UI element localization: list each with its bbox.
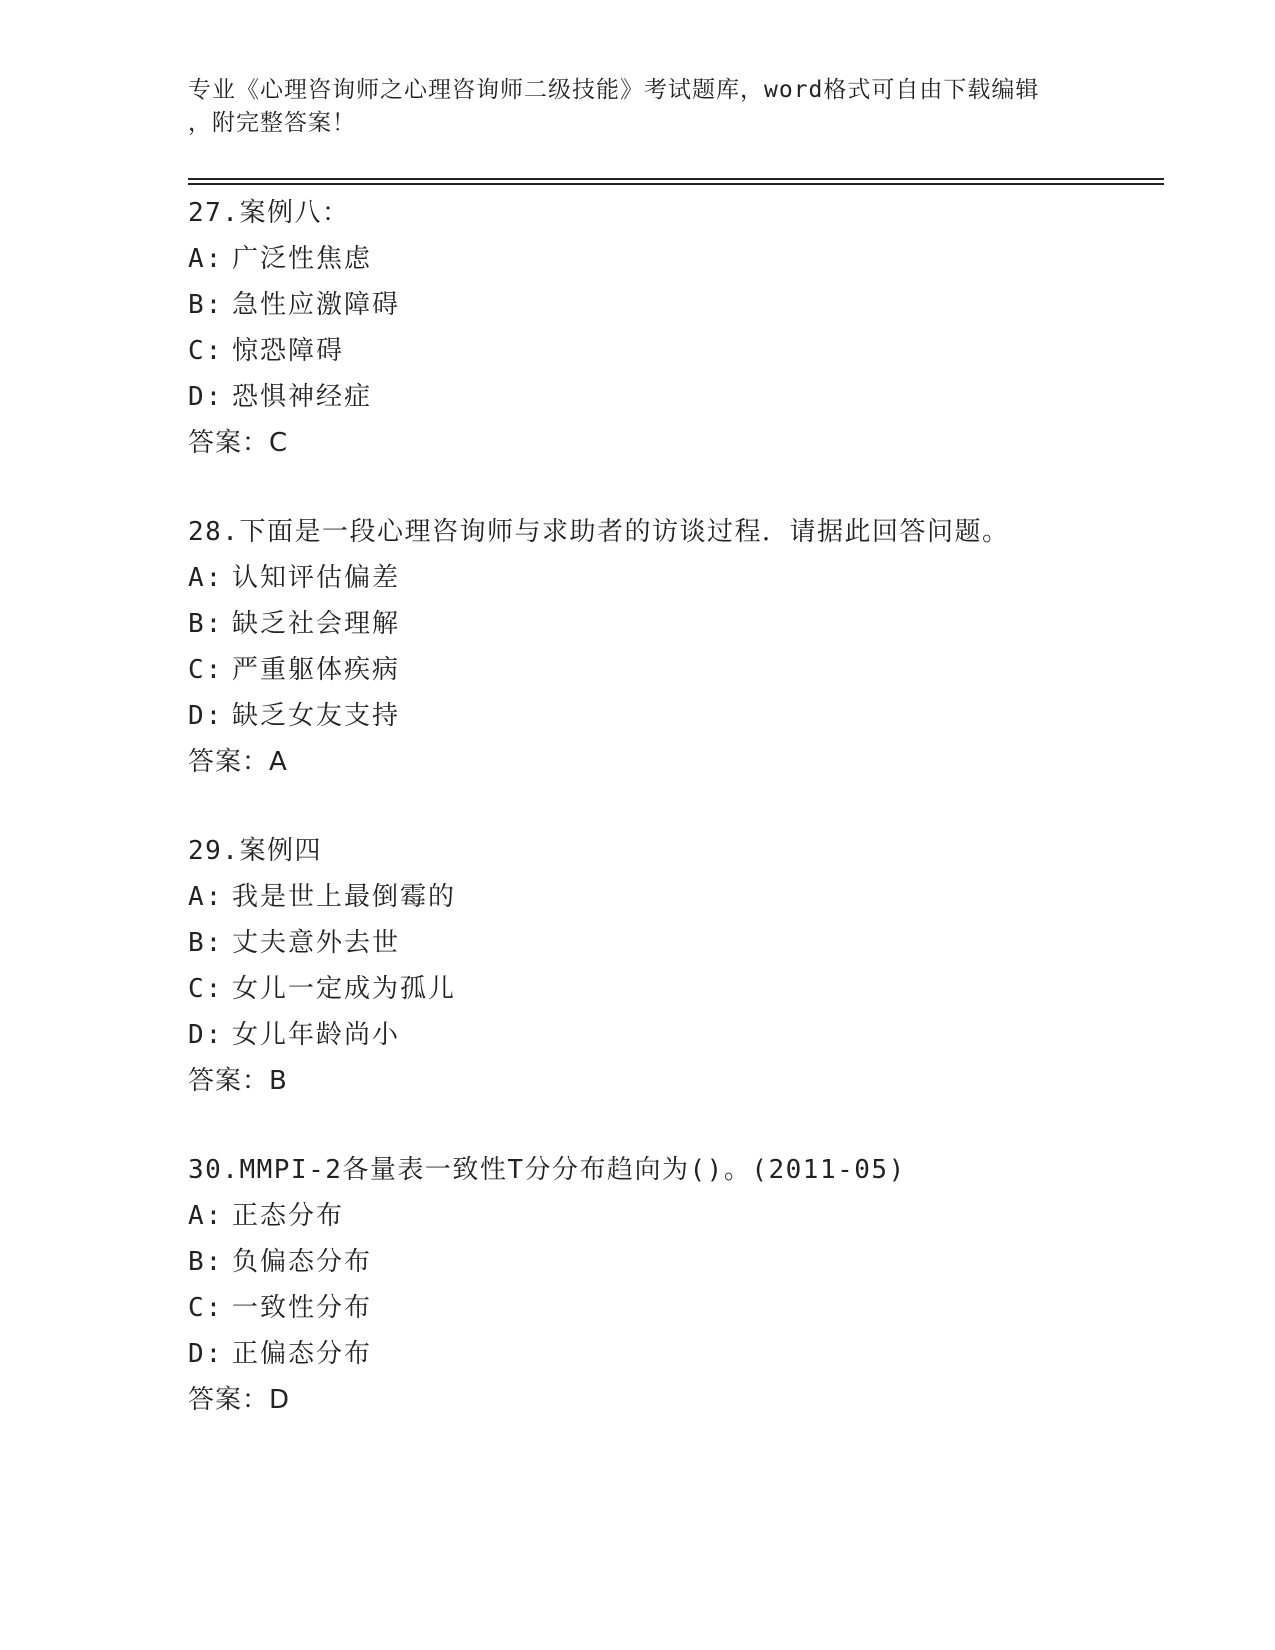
option-label: C: <box>188 974 224 1004</box>
option-text: 负偏态分布 <box>232 1247 373 1277</box>
option-label: D: <box>188 1339 224 1369</box>
option-d <box>188 1331 1168 1377</box>
question-28 <box>188 509 1168 785</box>
option-label: C: <box>188 1293 224 1323</box>
answer-line: 答案：C <box>188 428 289 458</box>
header-title-line-2: ，附完整答案！ <box>188 110 356 136</box>
option-a <box>188 874 1168 920</box>
answer-line: 答案：A <box>188 747 288 777</box>
option-c <box>188 966 1168 1012</box>
document-header <box>188 74 1088 140</box>
question-stem: 28.下面是一段心理咨询师与求助者的访谈过程．请据此回答问题。 <box>188 517 1010 547</box>
option-text: 恐惧神经症 <box>232 382 373 412</box>
option-text: 一致性分布 <box>232 1293 373 1323</box>
option-a <box>188 555 1168 601</box>
option-c <box>188 1285 1168 1331</box>
option-label: C: <box>188 655 224 685</box>
option-text: 缺乏女友支持 <box>232 701 401 731</box>
option-text: 正偏态分布 <box>232 1339 373 1369</box>
question-30 <box>188 1147 1168 1423</box>
option-label: B: <box>188 1247 224 1277</box>
option-text: 女儿一定成为孤儿 <box>232 974 457 1004</box>
option-label: A: <box>188 563 224 593</box>
option-text: 广泛性焦虑 <box>232 244 373 274</box>
header-divider-bottom <box>188 183 1164 185</box>
option-label: C: <box>188 336 224 366</box>
option-label: A: <box>188 1201 224 1231</box>
option-text: 女儿年龄尚小 <box>232 1020 401 1050</box>
option-label: D: <box>188 382 224 412</box>
option-label: D: <box>188 1020 224 1050</box>
option-label: A: <box>188 882 224 912</box>
option-text: 缺乏社会理解 <box>232 609 401 639</box>
option-text: 丈夫意外去世 <box>232 928 401 958</box>
header-divider-top <box>188 178 1164 180</box>
option-b <box>188 601 1168 647</box>
question-list <box>188 190 1168 1423</box>
option-b <box>188 1239 1168 1285</box>
question-stem: 30.MMPI-2各量表一致性T分分布趋向为()。(2011-05) <box>188 1155 906 1185</box>
option-text: 我是世上最倒霉的 <box>232 882 457 912</box>
option-a <box>188 236 1168 282</box>
option-text: 严重躯体疾病 <box>232 655 401 685</box>
option-b <box>188 282 1168 328</box>
option-text: 惊恐障碍 <box>232 336 345 366</box>
option-text: 认知评估偏差 <box>232 563 401 593</box>
option-label: B: <box>188 609 224 639</box>
option-d <box>188 1012 1168 1058</box>
option-d <box>188 374 1168 420</box>
option-b <box>188 920 1168 966</box>
option-text: 急性应激障碍 <box>232 290 401 320</box>
answer-line: 答案：D <box>188 1385 291 1415</box>
question-27 <box>188 190 1168 466</box>
question-29 <box>188 828 1168 1104</box>
option-c <box>188 328 1168 374</box>
option-label: D: <box>188 701 224 731</box>
question-stem: 29.案例四 <box>188 836 322 866</box>
option-a <box>188 1193 1168 1239</box>
option-label: B: <box>188 290 224 320</box>
option-label: B: <box>188 928 224 958</box>
answer-line: 答案：B <box>188 1066 288 1096</box>
option-label: A: <box>188 244 224 274</box>
option-text: 正态分布 <box>232 1201 345 1231</box>
option-d <box>188 693 1168 739</box>
option-c <box>188 647 1168 693</box>
question-stem: 27.案例八： <box>188 198 350 228</box>
header-title-line-1: 专业《心理咨询师之心理咨询师二级技能》考试题库，word格式可自由下载编辑 <box>188 77 1040 103</box>
